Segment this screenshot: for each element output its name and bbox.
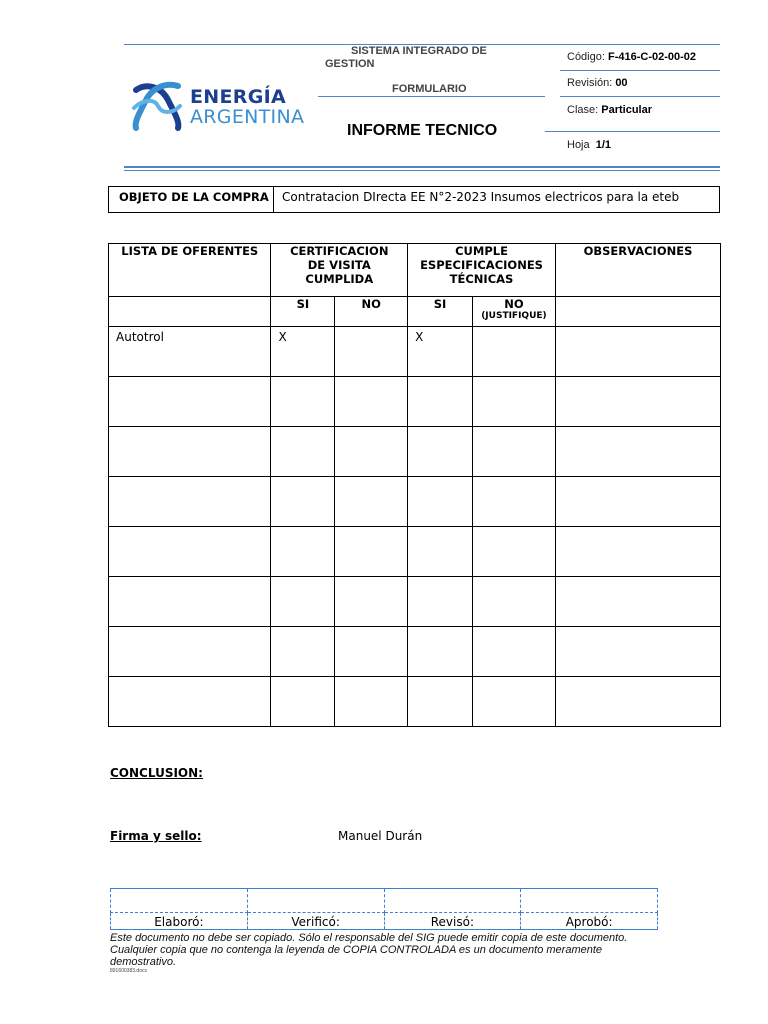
header-divider <box>318 96 545 97</box>
energia-argentina-logo-icon <box>128 78 186 136</box>
codigo-label: Código: <box>567 51 605 63</box>
cert-si-mark <box>271 627 334 630</box>
system-name-line2: GESTION <box>325 58 375 70</box>
observacion <box>556 377 720 380</box>
subheader-cert-si: SI <box>271 297 335 327</box>
cert-si-mark <box>271 377 334 380</box>
esp-no-mark <box>473 327 555 330</box>
clase-label: Clase: <box>567 104 599 116</box>
cert-si-mark <box>271 427 334 430</box>
firma-label: Firma y sello: <box>110 829 202 843</box>
observacion <box>556 527 720 530</box>
approval-label-row <box>111 913 658 930</box>
objeto-compra-label: OBJETO DE LA COMPRA <box>109 187 274 212</box>
objeto-compra-value: Contratacion DIrecta EE N°2-2023 Insumos electricos para la eteb <box>282 190 680 204</box>
table-row <box>109 677 721 727</box>
meta-divider-2 <box>560 96 720 97</box>
firma-name: Manuel Durán <box>338 829 423 843</box>
subheader-obs-empty <box>555 297 720 327</box>
observacion <box>556 677 720 680</box>
oferente-name <box>109 627 270 630</box>
table-row <box>109 577 721 627</box>
observacion <box>556 577 720 580</box>
oferente-name <box>109 477 270 480</box>
esp-no-mark <box>473 427 555 430</box>
esp-si-mark <box>408 477 472 480</box>
conclusion-label: CONCLUSION: <box>110 766 203 780</box>
esp-si-mark <box>408 377 472 380</box>
approval-table <box>110 888 658 930</box>
cert-si-mark <box>271 677 334 680</box>
esp-no-mark <box>473 627 555 630</box>
hoja-label: Hoja <box>567 139 590 151</box>
cert-si-mark <box>271 477 334 480</box>
logo-word-argentina: ARGENTINA <box>190 106 305 128</box>
revision-field <box>567 77 628 89</box>
oferente-name <box>109 427 270 430</box>
approval-label-elaboro: Elaboró: <box>111 913 248 930</box>
signature-cell-verifico <box>247 889 384 913</box>
approval-label-aprobo: Aprobó: <box>521 913 658 930</box>
subheader-esp-si: SI <box>408 297 473 327</box>
document-file-reference: 891600383.docx <box>110 968 147 974</box>
codigo-field <box>567 51 696 63</box>
observacion <box>556 327 720 330</box>
esp-no-mark <box>473 677 555 680</box>
oferente-name <box>109 377 270 380</box>
oferente-name <box>109 677 270 680</box>
subheader-esp-no-label: NO <box>504 297 524 311</box>
oferentes-table <box>108 243 721 727</box>
cert-no-mark <box>335 677 407 680</box>
revision-value: 00 <box>615 77 628 89</box>
logo-word-energia: ENERGÍA <box>190 86 286 108</box>
document-title: INFORME TECNICO <box>347 122 498 139</box>
subheader-empty <box>109 297 271 327</box>
disclaimer-text: Este documento no debe ser copiado. Sólo el responsable del SIG puede emitir copia de este documento. Cualquier copia que no contenga la leyenda de COPIA CONTROLADA es un documento meramente demostrativo. <box>110 932 628 968</box>
cert-no-mark <box>335 577 407 580</box>
signature-cell-aprobo <box>521 889 658 913</box>
header-certificacion: CERTIFICACION DE VISITA CUMPLIDA <box>271 244 408 297</box>
signature-cell-elaboro <box>111 889 248 913</box>
table-row <box>109 627 721 677</box>
esp-no-mark <box>473 477 555 480</box>
revision-label: Revisión: <box>567 77 613 89</box>
header-bottom-rule-2 <box>124 170 720 171</box>
approval-signature-row <box>111 889 658 913</box>
header-oferentes: LISTA DE OFERENTES <box>109 244 271 297</box>
hoja-value: 1/1 <box>595 139 612 151</box>
clase-value: Particular <box>601 104 652 116</box>
observacion <box>556 427 720 430</box>
table-row <box>109 377 721 427</box>
esp-no-mark <box>473 527 555 530</box>
esp-si-mark <box>408 577 472 580</box>
table-row <box>109 477 721 527</box>
subheader-esp-no <box>472 297 555 327</box>
objeto-compra-box <box>108 186 720 213</box>
cert-no-mark <box>335 427 407 430</box>
table-body <box>109 327 721 727</box>
approval-label-verifico: Verificó: <box>247 913 384 930</box>
header-cumple: CUMPLE ESPECIFICACIONES TÉCNICAS <box>408 244 556 297</box>
observacion <box>556 477 720 480</box>
esp-si-mark <box>408 527 472 530</box>
cert-no-mark <box>335 477 407 480</box>
signature-cell-reviso <box>384 889 521 913</box>
form-type: FORMULARIO <box>392 83 467 95</box>
header-bottom-rule <box>124 166 720 168</box>
clase-field <box>567 104 652 116</box>
table-header-row <box>109 244 721 297</box>
oferente-name <box>109 577 270 580</box>
table-subheader-row <box>109 297 721 327</box>
cert-si-mark <box>271 577 334 580</box>
esp-no-mark <box>473 577 555 580</box>
oferente-name <box>109 527 270 530</box>
esp-si-mark <box>408 427 472 430</box>
table-row <box>109 327 721 377</box>
esp-no-mark <box>473 377 555 380</box>
esp-si-mark <box>408 677 472 680</box>
observacion <box>556 627 720 630</box>
subheader-cert-no: NO <box>335 297 408 327</box>
cert-si-mark: X <box>278 330 287 344</box>
cert-no-mark <box>335 627 407 630</box>
codigo-value: F-416-C-02-00-02 <box>607 51 697 63</box>
approval-label-reviso: Revisó: <box>384 913 521 930</box>
subheader-justifique: (JUSTIFIQUE) <box>481 311 547 321</box>
meta-divider-3 <box>545 131 720 132</box>
header-observaciones: OBSERVACIONES <box>555 244 720 297</box>
hoja-field <box>567 139 611 151</box>
table-row <box>109 427 721 477</box>
cert-no-mark <box>335 377 407 380</box>
system-name-line1: SISTEMA INTEGRADO DE <box>351 45 487 57</box>
meta-divider-1 <box>560 70 720 71</box>
table-row <box>109 527 721 577</box>
esp-si-mark <box>408 627 472 630</box>
esp-si-mark: X <box>415 330 424 344</box>
oferente-name: Autotrol <box>116 330 164 344</box>
cert-no-mark <box>335 327 407 330</box>
cert-no-mark <box>335 527 407 530</box>
cert-si-mark <box>271 527 334 530</box>
